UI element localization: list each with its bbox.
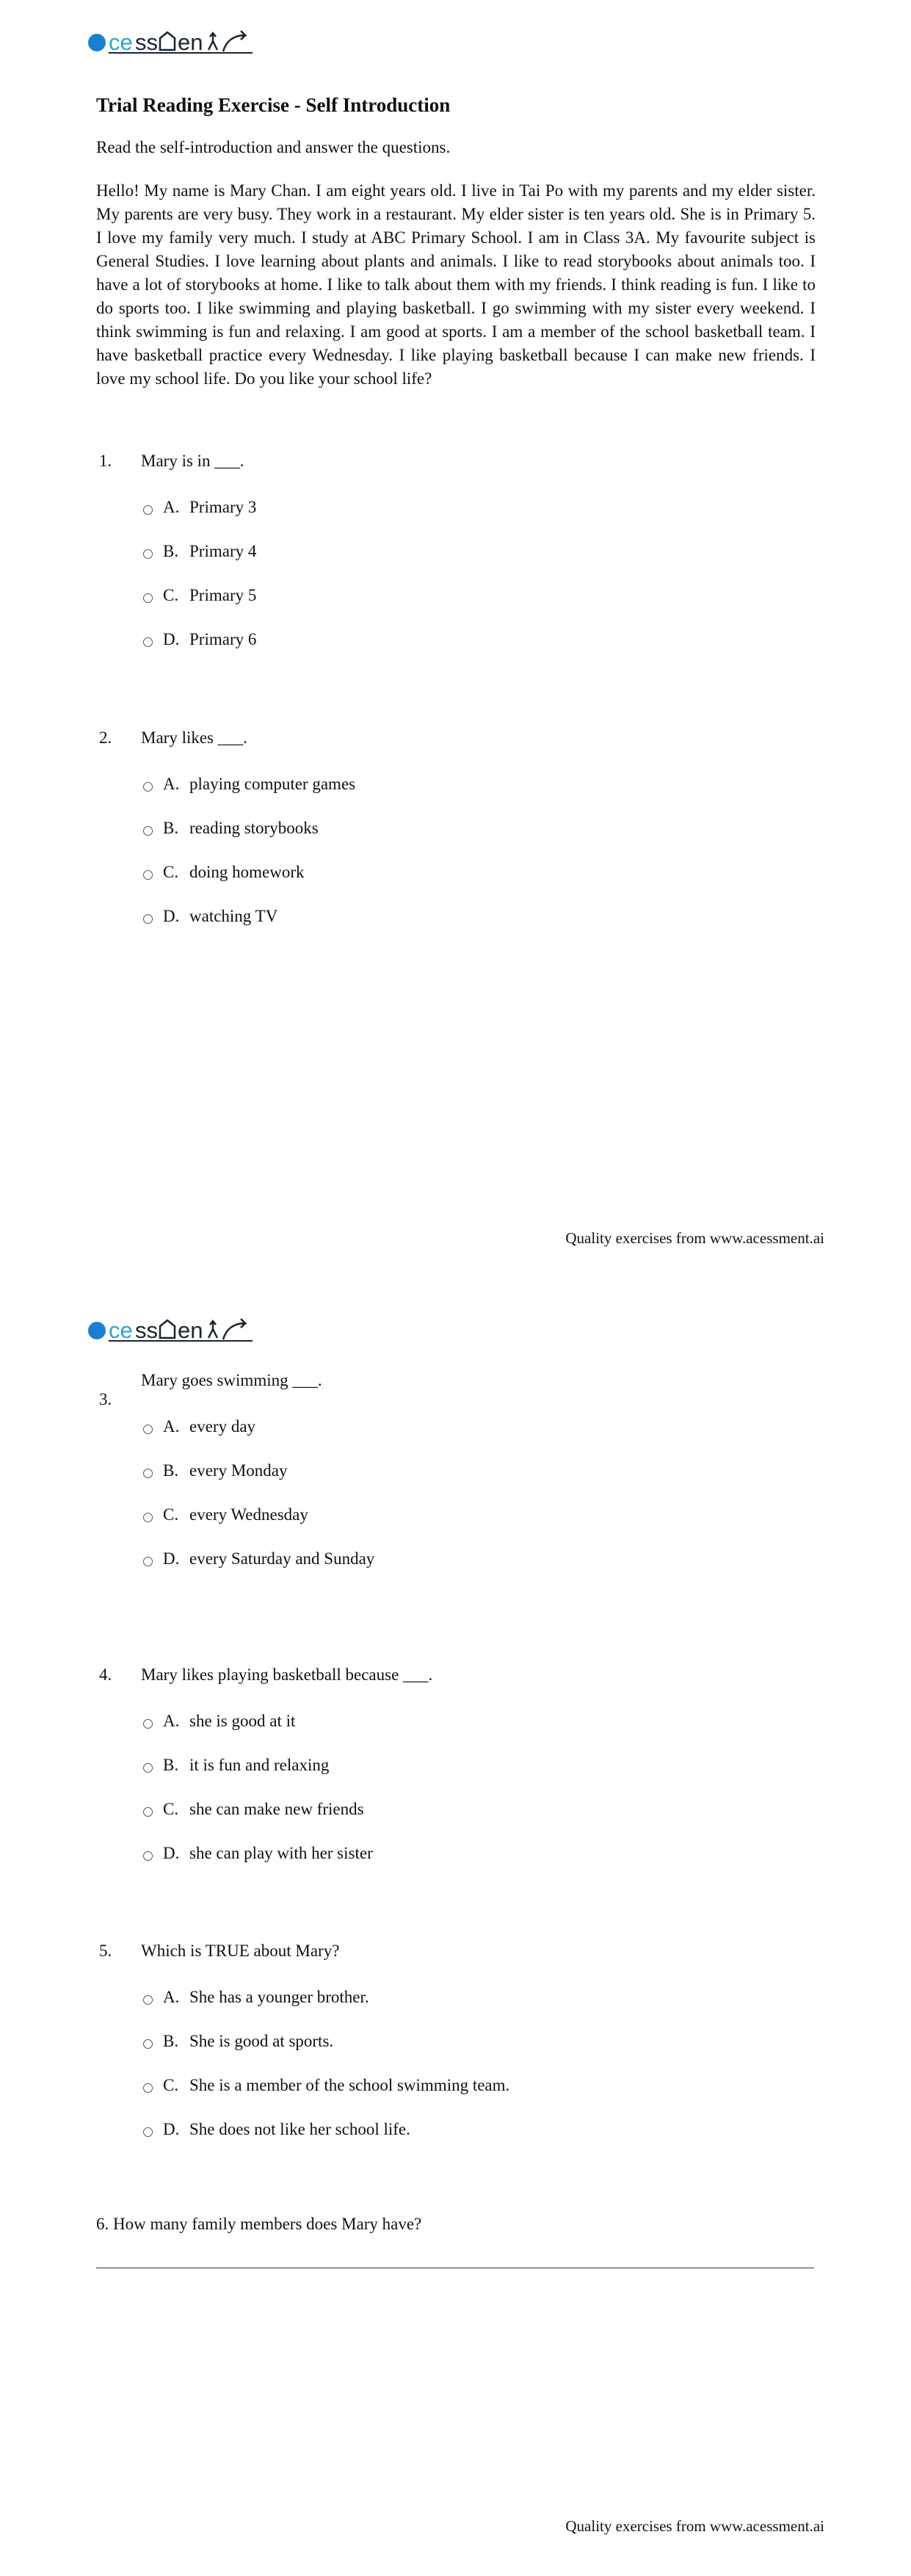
option-text: doing homework [189, 863, 305, 881]
radio-button[interactable] [143, 1807, 153, 1817]
radio-button[interactable] [143, 1425, 153, 1434]
option-text: reading storybooks [189, 819, 319, 837]
question-6-text: 6. How many family members does Mary have? [96, 2215, 422, 2233]
radio-button[interactable] [143, 1513, 153, 1522]
option-letter: B. [163, 1756, 179, 1774]
option-a[interactable] [143, 496, 819, 518]
radio-button[interactable] [143, 593, 153, 603]
option-d[interactable] [143, 905, 819, 927]
options-list [143, 1710, 819, 1864]
radio-button[interactable] [143, 1469, 153, 1478]
radio-button[interactable] [143, 549, 153, 559]
option-text: watching TV [189, 907, 278, 925]
option-d[interactable] [143, 1842, 819, 1864]
option-letter: B. [163, 1461, 179, 1480]
option-a[interactable] [143, 773, 819, 795]
option-letter: C. [163, 863, 179, 881]
option-text: Primary 3 [189, 498, 257, 516]
option-c[interactable] [143, 1504, 819, 1526]
question-text: Which is TRUE about Mary? [141, 1942, 340, 1960]
option-c[interactable] [143, 1798, 819, 1820]
radio-button[interactable] [143, 870, 153, 880]
option-c[interactable] [143, 861, 819, 883]
question-1 [99, 450, 819, 673]
question-text: Mary likes ___. [141, 728, 248, 747]
option-text: she is good at it [189, 1712, 296, 1730]
option-text: She has a younger brother. [189, 1988, 369, 2006]
option-text: every Wednesday [189, 1505, 308, 1524]
option-text: Primary 6 [189, 630, 257, 648]
option-text: She is a member of the school swimming team. [189, 2076, 510, 2094]
option-letter: A. [163, 1712, 180, 1730]
page-2 [0, 1288, 911, 2576]
question-number: 3. [99, 1390, 112, 1408]
option-text: every Monday [189, 1461, 288, 1480]
option-letter: D. [163, 630, 180, 648]
page-footer: Quality exercises from www.acessment.ai [565, 1229, 824, 1247]
option-letter: D. [163, 2120, 180, 2138]
option-text: she can play with her sister [189, 1844, 373, 1862]
option-b[interactable] [143, 817, 819, 839]
acessment-logo-icon [87, 28, 257, 54]
question-4 [99, 1664, 819, 1886]
option-a[interactable] [143, 1416, 819, 1438]
radio-button[interactable] [143, 1719, 153, 1729]
radio-button[interactable] [143, 2039, 153, 2049]
option-b[interactable] [143, 1754, 819, 1776]
option-b[interactable] [143, 1460, 819, 1482]
option-text: every day [189, 1417, 256, 1436]
option-letter: D. [163, 1844, 180, 1862]
option-text: it is fun and relaxing [189, 1756, 330, 1774]
radio-button[interactable] [143, 637, 153, 647]
question-text: Mary goes swimming ___. [141, 1371, 322, 1389]
option-letter: D. [163, 907, 180, 925]
page-footer: Quality exercises from www.acessment.ai [565, 2517, 824, 2535]
question-text: Mary likes playing basketball because ___. [141, 1665, 433, 1684]
option-letter: B. [163, 819, 179, 837]
option-text: playing computer games [189, 775, 356, 793]
option-text: She does not like her school life. [189, 2120, 410, 2138]
option-letter: A. [163, 775, 180, 793]
svg-text:en: en [178, 29, 203, 54]
option-d[interactable] [143, 1548, 819, 1570]
options-list [143, 773, 819, 927]
question-number: 2. [99, 728, 112, 747]
svg-text:ss: ss [135, 29, 158, 54]
brand-logo [87, 28, 257, 54]
options-list [143, 496, 819, 651]
radio-button[interactable] [143, 826, 153, 836]
radio-button[interactable] [143, 505, 153, 515]
option-text: Primary 5 [189, 586, 257, 604]
options-list [143, 1986, 819, 2141]
reading-passage: Hello! My name is Mary Chan. I am eight years old. I live in Tai Po with my parents and my elder sister. My parents are very busy. They work in a restaurant. My elder sister is ten years old. She is in Primary 5. I love my family very much. I study at ABC Primary School. I am in Class 3A. My favourite subject is General Studies. I love learning about plants and animals. I like to read storybooks about animals too. I have a lot of storybooks at home. I like to talk about them with my friends. I think reading is fun. I like to do sports too. I like swimming and playing basketball. I go swimming with my sister every weekend. I think swimming is fun and relaxing. I am good at sports. I am a member of the school basketball team. I have basketball practice every Wednesday. I like playing basketball because I can make new friends. I love my school life. Do you like your school life? [96, 181, 816, 388]
radio-button[interactable] [143, 2083, 153, 2093]
question-2 [99, 727, 819, 949]
option-letter: A. [163, 1417, 180, 1436]
radio-button[interactable] [143, 914, 153, 924]
question-5 [99, 1940, 819, 2163]
radio-button[interactable] [143, 1763, 153, 1773]
options-list [143, 1416, 819, 1570]
option-letter: A. [163, 498, 180, 516]
option-a[interactable] [143, 1710, 819, 1732]
page-title: Trial Reading Exercise - Self Introduction [96, 94, 451, 116]
option-letter: C. [163, 2076, 179, 2094]
option-letter: A. [163, 1988, 180, 2006]
svg-text:ss: ss [135, 1317, 158, 1342]
option-letter: B. [163, 542, 179, 560]
option-c[interactable] [143, 585, 819, 607]
option-text: She is good at sports. [189, 2032, 334, 2050]
radio-button[interactable] [143, 1557, 153, 1566]
instruction-text: Read the self-introduction and answer the questions. [96, 138, 451, 156]
option-letter: B. [163, 2032, 179, 2050]
svg-text:en: en [178, 1317, 203, 1342]
question-number: 4. [99, 1665, 112, 1684]
acessment-logo-icon [87, 1316, 257, 1342]
option-b[interactable] [143, 2030, 819, 2052]
option-d[interactable] [143, 629, 819, 651]
radio-button[interactable] [143, 1995, 153, 2005]
option-text: every Saturday and Sunday [189, 1549, 375, 1568]
question-number: 5. [99, 1942, 112, 1960]
option-c[interactable] [143, 2074, 819, 2096]
radio-button[interactable] [143, 782, 153, 792]
brand-logo [87, 1316, 257, 1342]
radio-button[interactable] [143, 2127, 153, 2137]
option-letter: C. [163, 1505, 179, 1524]
question-number: 1. [99, 452, 112, 470]
radio-button[interactable] [143, 1851, 153, 1861]
option-b[interactable] [143, 540, 819, 562]
option-letter: D. [163, 1549, 180, 1568]
option-d[interactable] [143, 2119, 819, 2141]
question-3 [99, 1370, 819, 1592]
option-text: Primary 4 [189, 542, 257, 560]
option-text: she can make new friends [189, 1800, 364, 1818]
svg-text:ce: ce [109, 1317, 133, 1342]
option-letter: C. [163, 1800, 179, 1818]
question-text: Mary is in ___. [141, 452, 244, 470]
option-a[interactable] [143, 1986, 819, 2008]
option-letter: C. [163, 586, 179, 604]
svg-text:ce: ce [109, 29, 133, 54]
